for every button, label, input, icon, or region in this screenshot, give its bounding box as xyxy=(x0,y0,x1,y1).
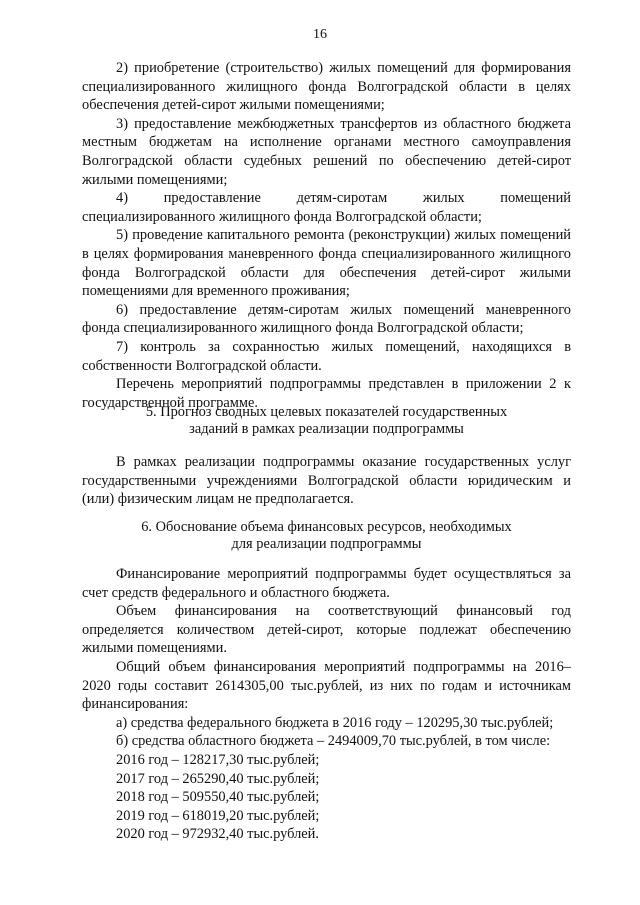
section-5-heading-line-1: 5. Прогноз сводных целевых показателей государственных xyxy=(145,404,508,420)
section-5-text: В рамках реализации подпрограммы оказание государственных услуг государственными учреждениями Волгоградской области юридическим и (или) физическим лицам не предполагается. xyxy=(82,454,571,508)
section-6-para-2: Объем финансирования на соответствующий финансовый год определяется количеством детей-сирот, которые подлежат обеспечению жилыми помещениями. xyxy=(82,603,571,657)
section-5-body xyxy=(82,453,571,509)
year-amount: 2017 год – 265290,40 тыс.рублей; xyxy=(116,770,320,787)
list-item: 6) предоставление детям-сиротам жилых помещений маневренного фонда специализированного жилищного фонда Волгоградской области; xyxy=(82,301,571,337)
section-5-heading-line-2: заданий в рамках реализации подпрограммы xyxy=(189,421,464,437)
measures-list xyxy=(82,59,571,412)
year-amount: 2020 год – 972932,40 тыс.рублей. xyxy=(116,826,319,843)
federal-budget-line: а) средства федерального бюджета в 2016 году – 120295,30 тыс.рублей; xyxy=(116,714,554,731)
list-item: 5) проведение капитального ремонта (реконструкции) жилых помещений в целях формирования маневренного фонда специализированного жилищного фонда Волгоградской области для обеспечения детей-сирот жилыми помещениями для временного проживания; xyxy=(82,227,571,300)
year-amount: 2016 год – 128217,30 тыс.рублей; xyxy=(116,751,320,768)
page-number: 16 xyxy=(313,27,327,42)
section-6-heading xyxy=(82,519,571,553)
regional-budget-line: б) средства областного бюджета – 2494009,70 тыс.рублей, в том числе: xyxy=(116,733,551,750)
list-item: 4) предоставление детям-сиротам жилых помещений специализированного жилищного фонда Волгоградской области; xyxy=(82,190,571,225)
year-amount: 2018 год – 509550,40 тыс.рублей; xyxy=(116,789,320,806)
section-6-para-3: Общий объем финансирования мероприятий подпрограммы на 2016–2020 годы составит 2614305,00 тыс.рублей, из них по годам и источникам финансирования: xyxy=(82,658,571,713)
section-6-heading-line-1: 6. Обоснование объема финансовых ресурсов, необходимых xyxy=(141,519,512,535)
list-item: 2) приобретение (строительство) жилых помещений для формирования специализированного жилищного фонда Волгоградской области в целях обеспечения детей-сирот жилыми помещениями; xyxy=(82,60,571,114)
section-6-body xyxy=(82,565,571,844)
list-note: Перечень мероприятий подпрограммы представлен в приложении 2 к государственной программе. xyxy=(82,376,571,411)
section-6-para-1: Финансирование мероприятий подпрограммы будет осуществляться за счет средств федерального и областного бюджета. xyxy=(82,566,571,601)
list-item: 3) предоставление межбюджетных трансфертов из областного бюджета местным бюджетам на исполнение органами местного самоуправления Волгоградской области судебных решений по обеспечению детей-сирот жилыми помещениями; xyxy=(82,115,571,188)
section-5-heading xyxy=(82,404,571,438)
list-item: 7) контроль за сохранностью жилых помещений, находящихся в собственности Волгоградской области. xyxy=(82,338,571,374)
year-amount: 2019 год – 618019,20 тыс.рублей; xyxy=(116,807,320,824)
section-6-heading-line-2: для реализации подпрограммы xyxy=(231,536,422,552)
